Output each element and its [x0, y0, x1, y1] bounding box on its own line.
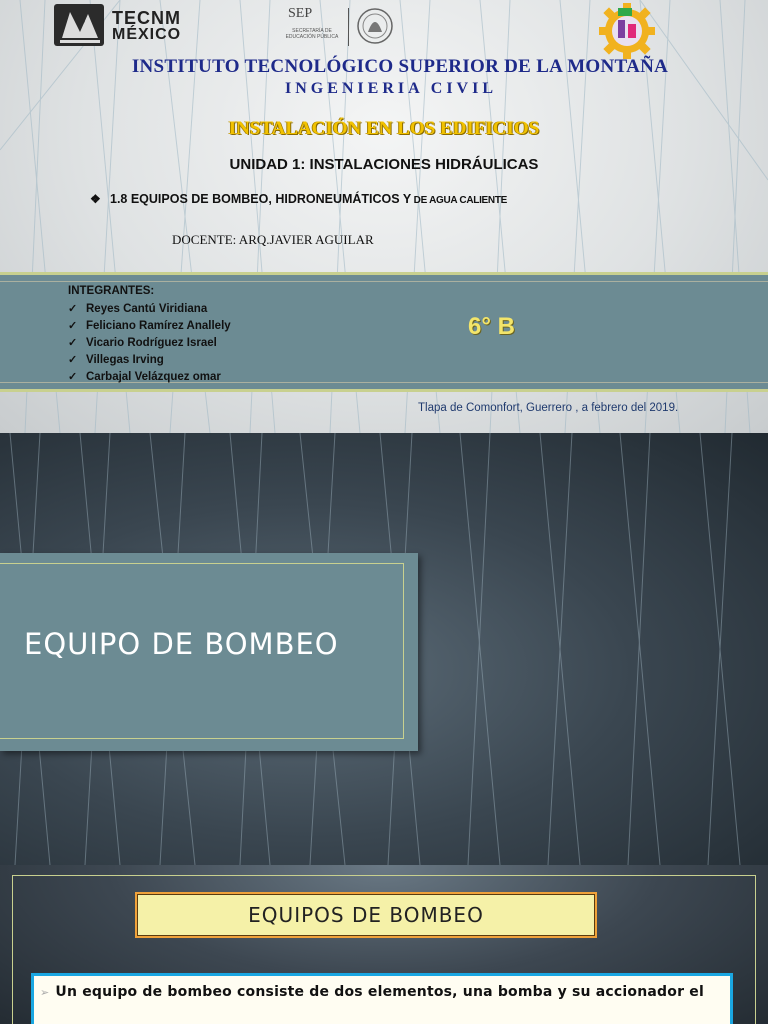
diamond-bullet-icon: ❖	[90, 192, 101, 206]
team-band	[0, 272, 768, 392]
check-icon: ✓	[68, 337, 78, 349]
career-title: INGENIERIA CIVIL	[284, 80, 498, 97]
topic-tail: DE AGUA CALIENTE	[411, 195, 508, 206]
logo-divider	[348, 8, 349, 46]
place-date: Tlapa de Comonfort, Guerrero , a febrero del 2019.	[418, 402, 679, 414]
tecnm-logo	[52, 2, 192, 50]
unit-title: UNIDAD 1: INSTALACIONES HIDRÁULICAS	[229, 156, 539, 173]
check-icon: ✓	[68, 303, 78, 315]
content-paragraph	[40, 984, 704, 1000]
sep-wordmark: SEP	[288, 6, 313, 21]
list-item	[68, 352, 231, 369]
check-icon: ✓	[68, 354, 78, 366]
tecnm-wordmark: TECNM	[112, 8, 181, 28]
section-slide	[0, 433, 768, 865]
banner-title: EQUIPOS DE BOMBEO	[248, 903, 484, 927]
itsm-gear-logo-icon	[596, 2, 658, 60]
tecnm-emblem-icon	[52, 2, 108, 48]
member-name: Vicario Rodríguez Israel	[86, 337, 217, 349]
list-item	[68, 318, 231, 335]
title-slide	[0, 0, 768, 433]
paragraph-text: Un equipo de bombeo consiste de dos elementos, una bomba y su accionador el	[55, 984, 704, 1000]
team-heading: INTEGRANTES:	[68, 285, 155, 297]
list-item	[68, 335, 231, 352]
member-list	[68, 301, 231, 386]
mexican-coat-of-arms-icon	[356, 4, 394, 48]
topic-line	[90, 192, 507, 206]
member-name: Reyes Cantú Viridiana	[86, 303, 208, 315]
institution-title: INSTITUTO TECNOLÓGICO SUPERIOR DE LA MONTAÑA	[131, 56, 669, 77]
member-name: Feliciano Ramírez Anallely	[86, 320, 231, 332]
content-slide	[0, 865, 768, 1024]
content-banner	[135, 892, 597, 938]
member-name: Villegas Irving	[86, 354, 164, 366]
arrow-bullet-icon: ➢	[40, 986, 50, 999]
member-name: Carbajal Velázquez omar	[86, 371, 221, 383]
sep-subtitle: SECRETARÍA DE EDUCACIÓN PÚBLICA	[285, 28, 339, 40]
check-icon: ✓	[68, 320, 78, 332]
check-icon: ✓	[68, 371, 78, 383]
teacher-line: DOCENTE: ARQ.JAVIER AGUILAR	[172, 232, 374, 247]
section-title: EQUIPO DE BOMBEO	[24, 627, 339, 661]
sep-logo	[278, 4, 396, 48]
content-card	[31, 973, 733, 1024]
group-label: 6° B	[468, 313, 515, 340]
mexico-wordmark: MÉXICO	[112, 26, 182, 43]
list-item	[68, 301, 231, 318]
section-title-box	[0, 553, 418, 751]
list-item	[68, 369, 231, 386]
topic-main: 1.8 EQUIPOS DE BOMBEO, HIDRONEUMÁTICOS Y	[110, 192, 412, 206]
course-title: INSTALACIÓN EN LOS EDIFICIOS	[228, 118, 540, 139]
